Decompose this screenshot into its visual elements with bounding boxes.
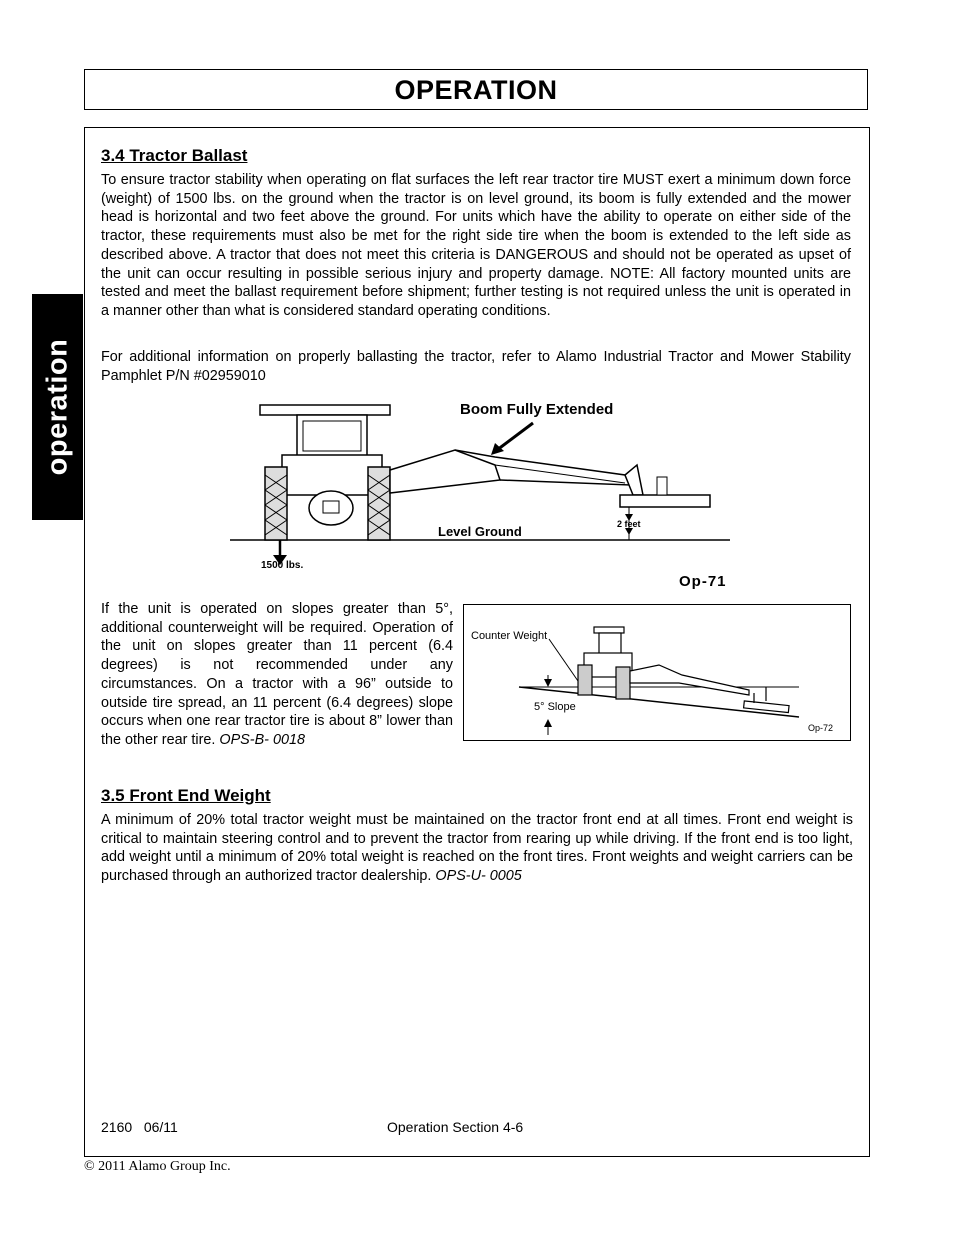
figure-caption-op72: Op-72 [808,723,834,733]
level-ground-label: Level Ground [438,524,522,539]
section-heading-tractor-ballast: 3.4 Tractor Ballast [101,146,248,165]
front-end-weight-reference: OPS-U- 0005 [435,868,522,885]
weight-1500-label: 1500 lbs. [261,560,304,571]
boom-extended-label: Boom Fully Extended [460,401,614,418]
side-tab-label: operation [41,338,73,476]
slope-text: If the unit is operated on slopes greater than 5°, additional counterweight will be required. Operation of the unit on slopes greater than 11 percent (6.4 degrees) is not recommended under any circumstances. On a tractor with a 96” outside to outside tire spread, an 11 percent (6.4 degrees) slope occurs when one rear tractor tire is about 8” lower than the other rear tire. [101,601,453,748]
tractor-boom-extended-figure [225,395,735,595]
slope-paragraph [101,600,453,750]
figure-caption-op71: Op-71 [679,573,727,590]
counter-weight-label: Counter Weight [471,630,548,642]
ballast-paragraph-1: To ensure tractor stability when operating on flat surfaces the left rear tractor tire MUST exert a minimum down force (weight) of 1500 lbs. on the ground when the tractor is on level ground, its boom is fully extended and the mower head is horizontal and two feet above the ground. For units which have the ability to operate on either side of the tractor, these requirements must also be met for the right side tire when the boom is extended to the left side as described above. A tractor that does not meet this criteria is DANGEROUS and should not be operated as upset of the unit can occur resulting in possible serious injury and property damage. NOTE: All factory mounted units are tested and meet the ballast requirement before shipment; further testing is not required unless the unit is operated in a manner other than what is considered standard operating conditions. [101,172,851,319]
page-title: OPERATION [394,75,558,105]
front-end-weight-text: A minimum of 20% total tractor weight must be maintained on the tractor front end at all times. Front end weight is critical to maintain steering control and to prevent the tractor from rearing up while driving. If the front end is too light, add weight until a minimum of 20% total weight is reached on the front tires. Front weights and weight carriers can be purchased through an authorized tractor dealership. [101,812,853,885]
footer-section-page: Operation Section 4-6 [387,1119,524,1135]
section-heading-front-end-weight: 3.5 Front End Weight [101,786,271,805]
copyright-notice: © 2011 Alamo Group Inc. [84,1159,231,1174]
footer-model-date: 2160 06/11 [101,1119,178,1135]
page-header [84,69,868,110]
two-feet-label: 2 feet [617,519,641,529]
slope-reference: OPS-B- 0018 [219,731,305,748]
side-section-tab [32,294,83,520]
tractor-on-slope-figure [464,605,850,740]
ballast-paragraph-2: For additional information on properly ballasting the tractor, refer to Alamo Industrial Tractor and Mower Stability Pamphlet P/N #02959010 [101,349,851,384]
front-end-weight-paragraph [101,811,853,886]
slope-figure-frame [463,604,851,741]
five-degree-slope-label: 5° Slope [534,701,576,713]
